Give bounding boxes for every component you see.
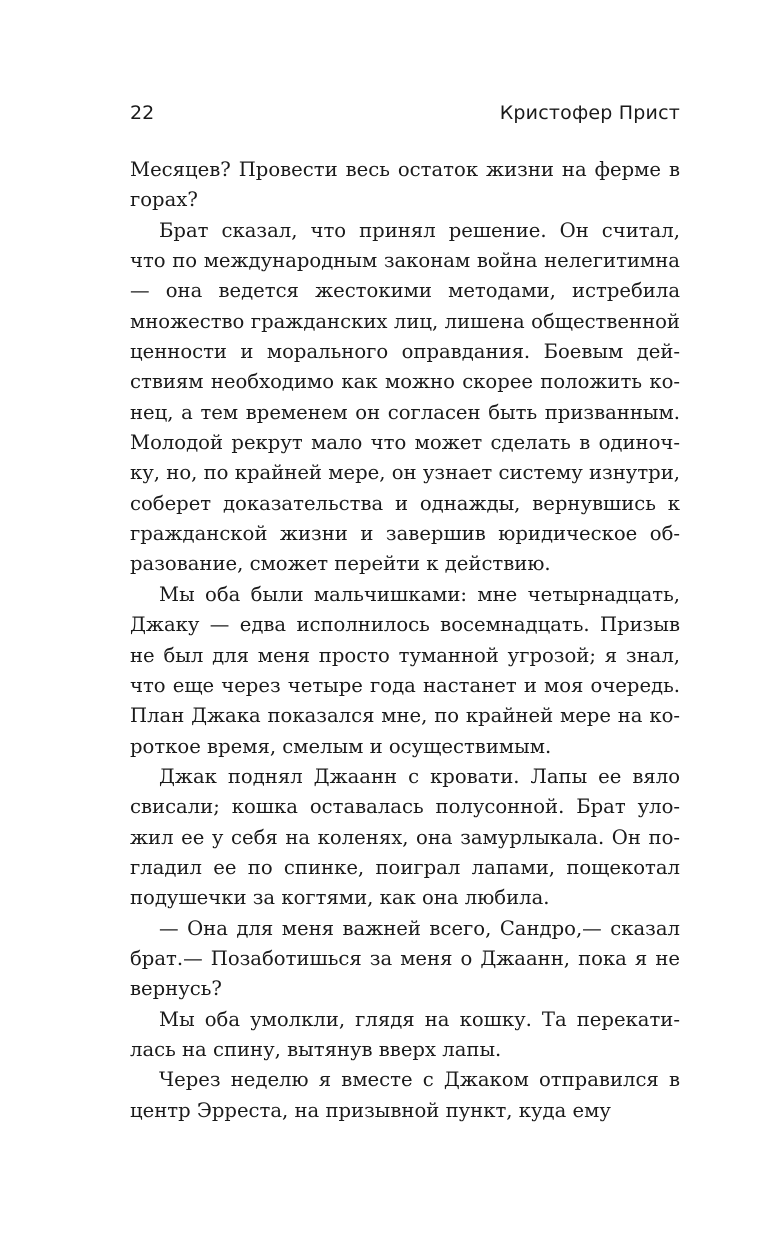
dialogue-paragraph: — Она для меня важней всего, Сандро,— сказал брат.— Позаботишься за меня о Джаанн, пока я не вернусь? (130, 916, 680, 1001)
paragraph: Мы оба умолкли, глядя на кошку. Та перекатилась на спину, вытянув вверх лапы. (130, 1007, 680, 1061)
paragraph: Через неделю я вместе с Джаком отправился в центр Эрреста, на призывной пункт, куда ему (130, 1068, 680, 1122)
paragraph-continuation: Месяцев? Провести весь остаток жизни на ферме в горах? (130, 158, 680, 212)
running-head-author: Кристофер Прист (499, 102, 680, 124)
body-text (130, 155, 680, 1126)
page-number: 22 (130, 102, 155, 124)
page-header (130, 102, 680, 132)
paragraph: Джак поднял Джаанн с кровати. Лапы ее вяло свисали; кошка оставалась полусонной. Брат уложил ее у себя на коленях, она замурлыкала. Он погладил ее по спинке, поиграл лапами, пощекотал подушечки за когтями, как она любила. (130, 764, 680, 910)
paragraph: Мы оба были мальчишками: мне четырнадцать, Джаку — едва исполнилось восемнадцать. Призыв не был для меня просто туманной угрозой; я знал, что еще через четыре года настанет и моя очередь. План Джака показался мне, по крайней мере на короткое время, смелым и осуществимым. (130, 582, 680, 758)
paragraph: Брат сказал, что принял решение. Он считал, что по международным законам война нелегитимна — она ведется жестокими методами, истребила множество гражданских лиц, лишена общественной ценности и морального оправдания. Боевым действиям необходимо как можно скорее положить конец, а тем временем он согласен быть призванным. Молодой рекрут мало что может сделать в одиночку, но, по крайней мере, он узнает систему изнутри, соберет доказательства и однажды, вернувшись к гражданской жизни и завершив юридическое образование, сможет перейти к действию. (130, 218, 680, 576)
